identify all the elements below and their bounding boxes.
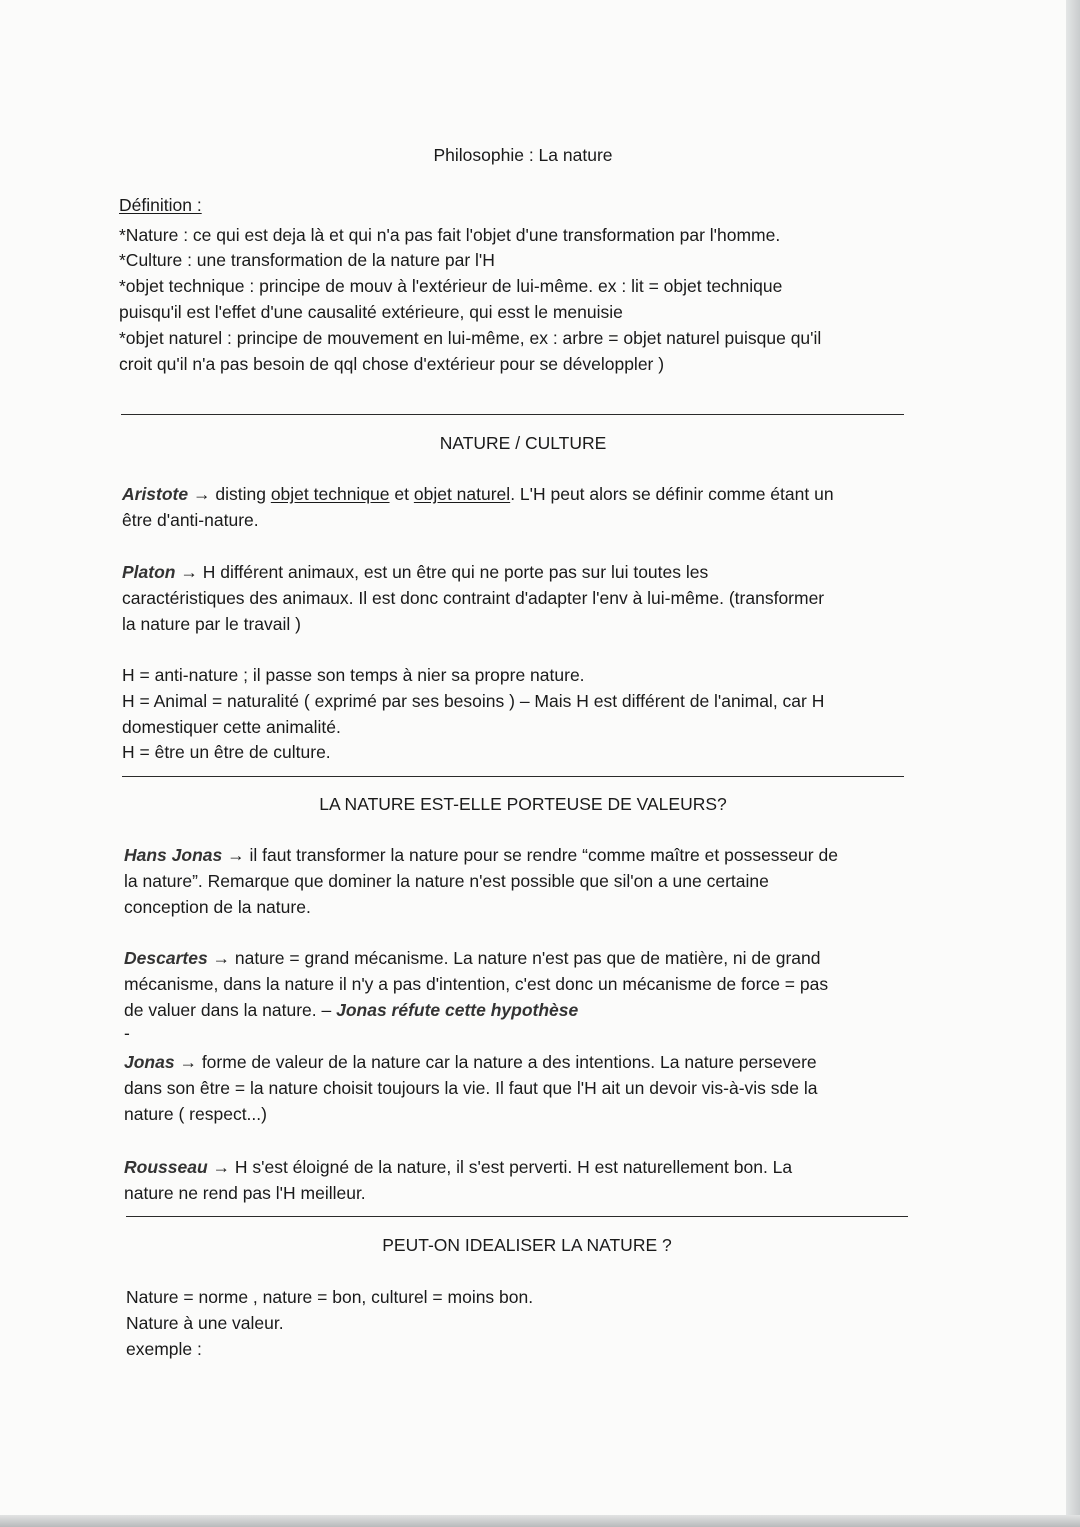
conclusion-line: Nature = norme , nature = bon, culturel = moins bon. (126, 1287, 534, 1307)
emphasis-note: Jonas réfute cette hypothèse (336, 1000, 579, 1020)
h-line: H = anti-nature ; il passe son temps à nier sa propre nature. (122, 665, 585, 685)
platon-line: la nature par le travail ) (122, 614, 301, 634)
h-line: H = Animal = naturalité ( exprimé par ses besoins ) – Mais H est différent de l'animal, car H (122, 691, 825, 711)
author-name: Hans Jonas (124, 845, 223, 865)
scan-edge-right (1066, 0, 1080, 1527)
conclusion-line: Nature à une valeur. (126, 1313, 284, 1333)
section-title-valeurs: LA NATURE EST-ELLE PORTEUSE DE VALEURS? (319, 794, 727, 814)
term-objet-technique: objet technique (270, 484, 390, 504)
jonas-line: nature ( respect...) (124, 1104, 267, 1124)
arrow-icon: → (180, 562, 198, 582)
definition-line: puisqu'il est l'effet d'une causalité extérieure, qui esst le menuisie (119, 302, 623, 322)
section-divider (126, 1216, 908, 1217)
aristote-line: être d'anti-nature. (122, 510, 259, 530)
jonas-paragraph: Jonas → forme de valeur de la nature car la nature a des intentions. La nature persevere (124, 1052, 817, 1072)
arrow-icon: → (212, 948, 231, 968)
term-objet-naturel: objet naturel (413, 484, 511, 504)
author-name: Rousseau (124, 1157, 208, 1177)
arrow-icon: → (193, 484, 211, 504)
platon-paragraph: Platon → H différent animaux, est un être qui ne porte pas sur lui toutes les (122, 562, 709, 582)
definition-line: *Culture : une transformation de la nature par l'H (119, 250, 495, 270)
descartes-line: de valuer dans la nature. – Jonas réfute cette hypothèse (124, 1000, 579, 1020)
hans-jonas-paragraph: Hans Jonas → il faut transformer la nature pour se rendre “comme maître et possesseur de (124, 845, 838, 865)
rousseau-line: nature ne rend pas l'H meilleur. (124, 1183, 366, 1203)
rousseau-paragraph: Rousseau → H s'est éloigné de la nature, il s'est perverti. H est naturellement bon. La (124, 1157, 793, 1177)
section-title-nature-culture: NATURE / CULTURE (439, 433, 607, 453)
h-line: domestiquer cette animalité. (122, 717, 341, 737)
author-name: Descartes (124, 948, 208, 968)
conclusion-line: exemple : (126, 1339, 202, 1359)
section-divider (121, 414, 904, 415)
definition-line: *Nature : ce qui est deja là et qui n'a pas fait l'objet d'une transformation par l'homme. (119, 225, 781, 245)
author-name: Platon (122, 562, 176, 582)
definition-line: *objet naturel : principe de mouvement en lui-même, ex : arbre = objet naturel puisque qu'il (119, 328, 822, 348)
definition-heading-text: Définition : (119, 195, 202, 215)
definition-line: croit qu'il n'a pas besoin de qql chose d'extérieur pour se développler ) (119, 354, 665, 374)
h-line: H = être un être de culture. (122, 742, 331, 762)
page-title: Philosophie : La nature (433, 145, 613, 165)
descartes-line: mécanisme, dans la nature il n'y a pas d'intention, c'est donc un mécanisme de force = pas (124, 974, 829, 994)
aristote-paragraph: Aristote → disting objet technique et objet naturel. L'H peut alors se définir comme étant un (122, 484, 834, 504)
jonas-line: dans son être = la nature choisit toujours la vie. Il faut que l'H ait un devoir vis-à-vis sde la (124, 1078, 818, 1098)
platon-line: caractéristiques des animaux. Il est donc contraint d'adapter l'env à lui-même. (transformer (122, 588, 825, 608)
section-divider (122, 776, 904, 777)
arrow-icon: → (227, 845, 245, 865)
author-name: Aristote (122, 484, 189, 504)
definition-heading (119, 192, 202, 218)
scan-edge-bottom (0, 1515, 1080, 1527)
arrow-icon: → (179, 1052, 197, 1072)
author-name: Jonas (124, 1052, 175, 1072)
hans-jonas-line: conception de la nature. (124, 897, 311, 917)
arrow-icon: → (212, 1157, 231, 1177)
descartes-paragraph: Descartes → nature = grand mécanisme. La nature n'est pas que de matière, ni de grand (124, 948, 821, 968)
dash-mark: - (124, 1023, 130, 1043)
hans-jonas-line: la nature”. Remarque que dominer la nature n'est possible que sil'on a une certaine (124, 871, 769, 891)
definition-line: *objet technique : principe de mouv à l'extérieur de lui-même. ex : lit = objet technique (119, 276, 783, 296)
section-title-idealiser: PEUT-ON IDEALISER LA NATURE ? (382, 1235, 672, 1255)
